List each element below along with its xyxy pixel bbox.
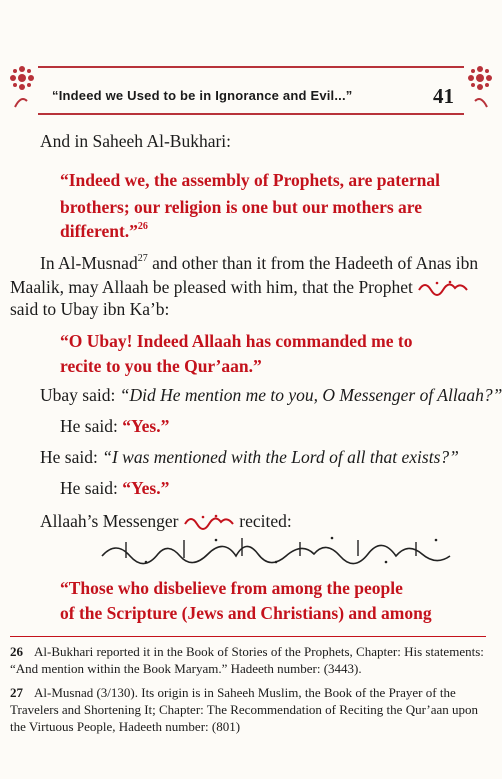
footnote-text: Al-Musnad (3/130). Its origin is in Saheeh Muslim, the Book of the Prayer of the Travelers and Shortening It; Chapter: The Recommendation of Reciting the Qur’aan upon the Virtuous People, Hadeeth number: (801): [10, 685, 479, 734]
footnote-text: Al-Bukhari reported it in the Book of Stories of the Prophets, Chapter: His statements: “And mention within the Book Maryam.” Hadeeth number: (3443).: [10, 644, 484, 676]
footnote-separator: [10, 636, 486, 637]
he-said-2: He said: “I was mentioned with the Lord of all that exists?”: [40, 447, 459, 467]
footnote-26: [10, 643, 486, 677]
arabic-verse-calligraphy: [96, 532, 456, 568]
he-said-1: He said: “Yes.”: [60, 416, 170, 436]
salutation-icon-2: [183, 512, 235, 530]
corner-ornament-right-icon: [466, 64, 494, 92]
page-number: 41: [433, 84, 454, 108]
header-rule-bottom: [38, 113, 464, 115]
salutation-icon: [417, 278, 469, 296]
quote-1-line-2: brothers; our religion is one but our mothers are: [60, 197, 422, 217]
quote-3-line-1: “Those who disbelieve from among the people: [60, 578, 403, 598]
quote-1-line-1: “Indeed we, the assembly of Prophets, are paternal: [60, 170, 440, 190]
footnote-number: 27: [10, 685, 23, 700]
para-2-line-3: said to Ubay ibn Ka’b:: [10, 299, 170, 319]
quote-3-line-2: of the Scripture (Jews and Christians) and among: [60, 603, 432, 623]
he-said-3: He said: “Yes.”: [60, 478, 170, 498]
recited-line: Allaah’s Messenger recited:: [40, 511, 292, 531]
footnote-27: [10, 684, 486, 735]
footnote-ref-26[interactable]: 26: [137, 221, 148, 233]
running-head: “Indeed we Used to be in Ignorance and Evil...”: [52, 88, 353, 103]
quote-2-line-2: recite to you the Qur’aan.”: [60, 356, 262, 376]
flourish-right-icon: [474, 94, 488, 108]
header-rule-top: [38, 66, 464, 68]
footnote-number: 26: [10, 644, 23, 659]
quote-1-line-3: different.”$^{26}$: [60, 221, 148, 241]
quote-2-line-1: “O Ubay! Indeed Allaah has commanded me to: [60, 331, 413, 351]
ubay-said: Ubay said: “Did He mention me to you, O Messenger of Allaah?”: [40, 385, 502, 405]
flourish-left-icon: [14, 94, 28, 108]
corner-ornament-left-icon: [8, 64, 36, 92]
para-2-line-1: In Al-Musnad$^{27}$ and other than it from the Hadeeth of Anas ibn: [40, 253, 479, 273]
footnote-ref-27[interactable]: 27: [137, 253, 148, 265]
para-2-line-2: Maalik, may Allaah be pleased with him, that the Prophet: [10, 275, 469, 299]
intro-line: And in Saheeh Al-Bukhari:: [40, 131, 232, 151]
